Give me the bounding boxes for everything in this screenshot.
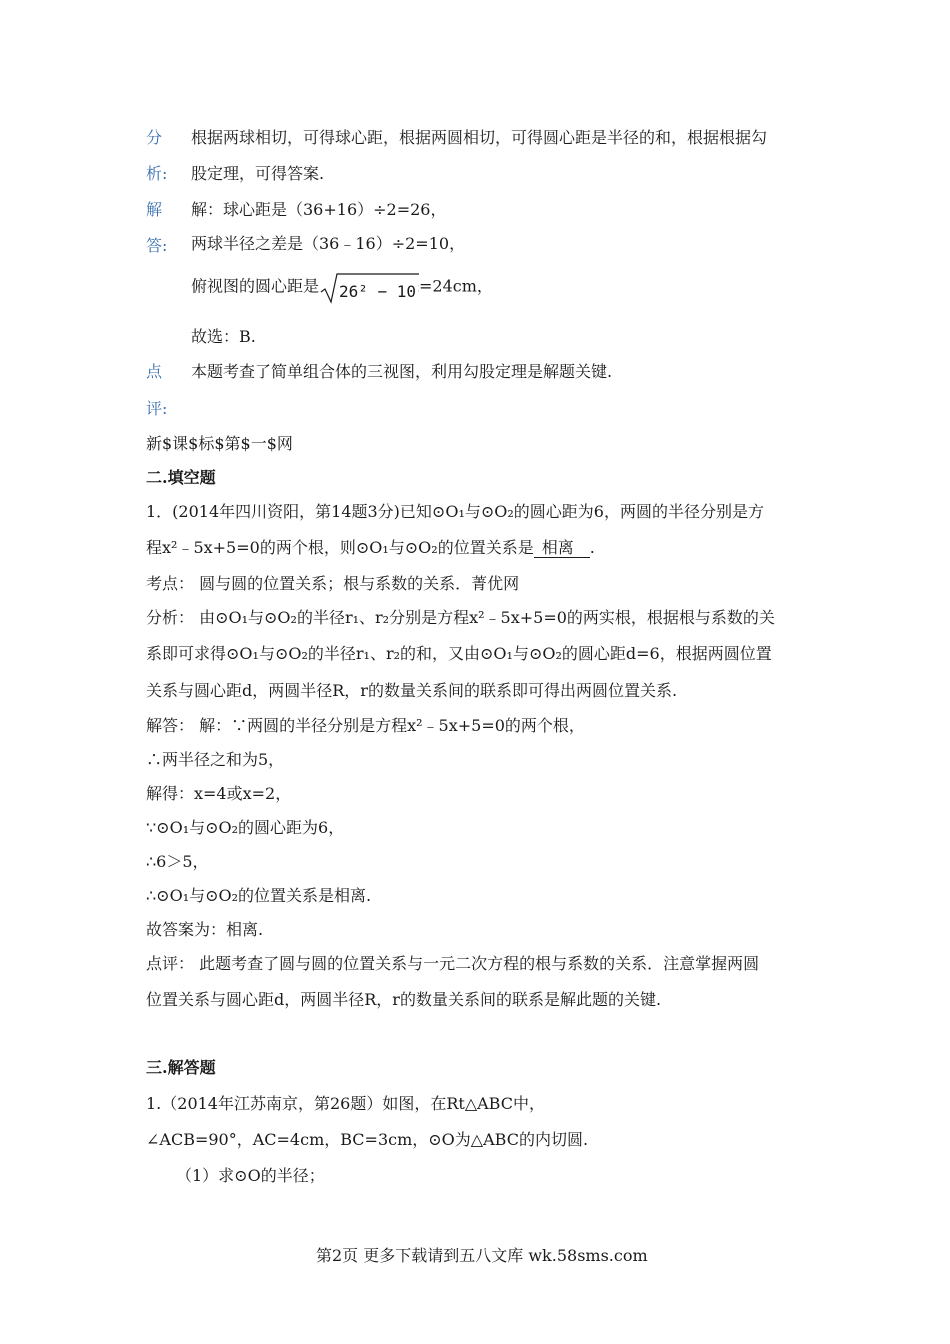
answer-line-1: 解：球心距是（36+16）÷2=26，: [191, 200, 447, 219]
section2-heading: 二.填空题: [146, 468, 216, 487]
s2-jieda-7: 故答案为：相离.: [146, 920, 264, 939]
analysis-label-2: 析:: [146, 164, 168, 183]
analysis-line-2: 股定理，可得答案.: [191, 164, 325, 183]
s2-jieda-6: ∴⊙O₁与⊙O₂的位置关系是相离.: [146, 886, 372, 905]
s2-q1-line2: [146, 537, 595, 559]
s2-jieda-1: 解答： 解：∵两圆的半径分别是方程x²﹣5x+5=0的两个根，: [146, 716, 585, 735]
s2-fenxi-3: 关系与圆心距d，两圆半径R，r的数量关系间的联系即可得出两圆位置关系.: [146, 681, 678, 700]
analysis-line-1: 根据两球相切，可得球心距，根据两圆相切，可得圆心距是半径的和，根据根据勾: [191, 128, 768, 147]
answer-line-3-prefix: 俯视图的圆心距是: [191, 276, 320, 296]
s2-q1-line2-pre: 程x²﹣5x+5=0的两个根，则⊙O₁与⊙O₂的位置关系是: [146, 538, 534, 557]
answer-label-1: 解: [146, 200, 163, 219]
answer-line-3-suffix: =24cm，: [419, 276, 493, 296]
s3-q1-line2: ∠ACB=90°，AC=4cm，BC=3cm，⊙O为△ABC的内切圆.: [146, 1130, 589, 1149]
s2-fenxi-1: 分析： 由⊙O₁与⊙O₂的半径r₁、r₂分别是方程x²﹣5x+5=0的两实根，根据根与系数的关: [146, 608, 775, 627]
answer-label-2: 答:: [146, 236, 168, 255]
s2-q1-line1: 1．(2014年四川资阳，第14题3分)已知⊙O₁与⊙O₂的圆心距为6，两圆的半径分别是方: [146, 502, 764, 521]
s2-kaodian: 考点： 圆与圆的位置关系；根与系数的关系．菁优网: [146, 574, 520, 593]
s3-q1-sub1: （1）求⊙O的半径；: [176, 1166, 325, 1185]
analysis-label-1: 分: [146, 128, 163, 147]
s3-q1-line1: 1.（2014年江苏南京，第26题）如图，在Rt△ABC中，: [146, 1094, 545, 1113]
answer-line-4: 故选：B.: [191, 327, 256, 346]
watermark-line: 新$课$标$第$一$网: [146, 434, 293, 453]
s2-jieda-5: ∴6＞5，: [146, 852, 209, 871]
page-footer: 第2页 更多下载请到五八文库 wk.58sms.com: [316, 1246, 648, 1265]
s2-jieda-3: 解得：x=4或x=2，: [146, 784, 292, 803]
sqrt-expression: [319, 270, 419, 304]
sqrt-radicand: 26² − 10²: [339, 282, 420, 301]
s2-dianping-1: 点评： 此题考查了圆与圆的位置关系与一元二次方程的根与系数的关系．注意掌握两圆: [146, 954, 760, 973]
answer-line-3: [191, 270, 493, 304]
s2-jieda-4: ∵⊙O₁与⊙O₂的圆心距为6，: [146, 818, 345, 837]
s2-dianping-2: 位置关系与圆心距d，两圆半径R，r的数量关系间的联系是解此题的关键.: [146, 990, 662, 1009]
s2-jieda-2: ∴两半径之和为5，: [146, 750, 285, 769]
section3-heading: 三.解答题: [146, 1058, 216, 1077]
s2-q1-answer-blank: 相离: [534, 539, 590, 558]
comment-line: 本题考查了简单组合体的三视图，利用勾股定理是解题关键.: [191, 362, 613, 381]
comment-label-2: 评:: [146, 399, 168, 418]
answer-line-2: 两球半径之差是（36﹣16）÷2=10，: [191, 234, 466, 253]
s2-fenxi-2: 系即可求得⊙O₁与⊙O₂的半径r₁、r₂的和，又由⊙O₁与⊙O₂的圆心距d=6，根据两圆位置: [146, 644, 772, 663]
comment-label-1: 点: [146, 362, 163, 381]
s2-q1-line2-post: .: [589, 538, 595, 557]
